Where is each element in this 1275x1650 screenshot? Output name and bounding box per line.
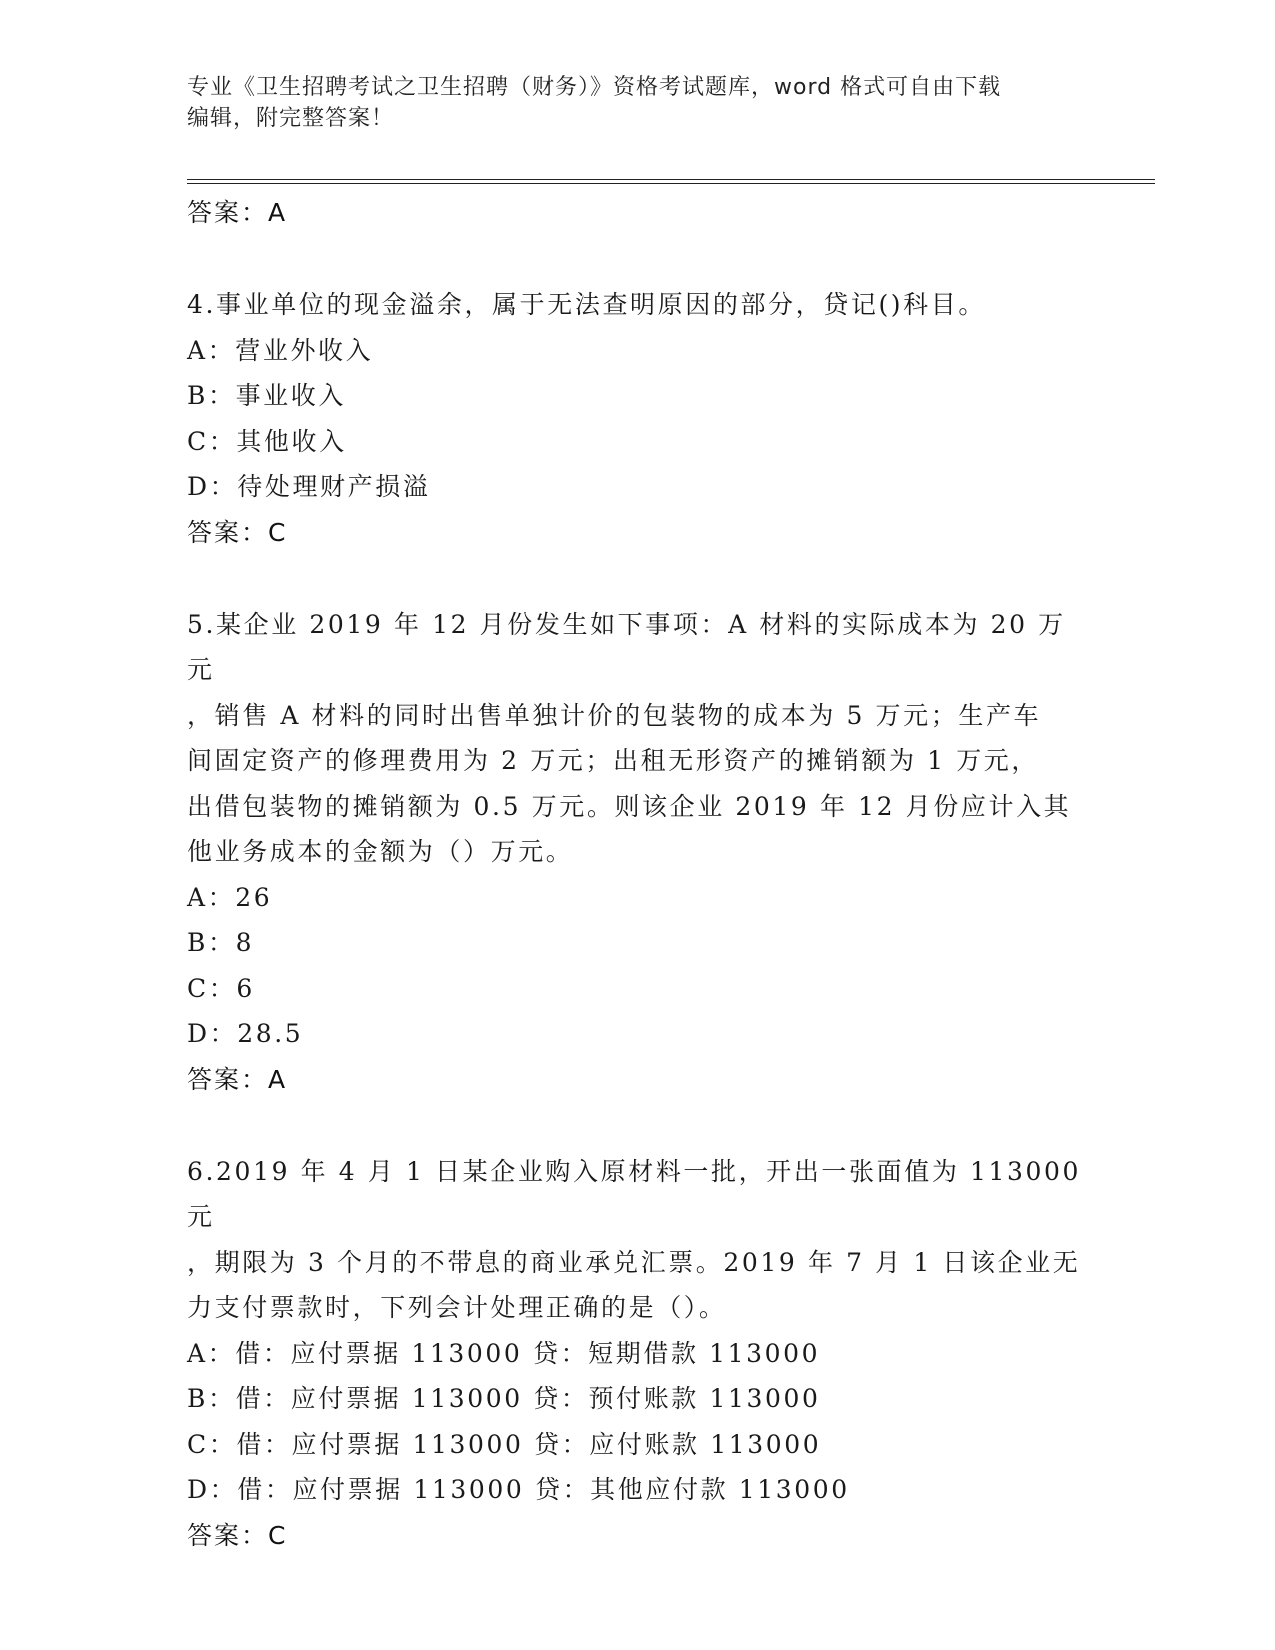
header-rule-bottom [187, 183, 1155, 184]
option-a: A：借：应付票据 113000 贷：短期借款 113000 [187, 1338, 821, 1368]
question-stem-line: 5.某企业 2019 年 12 月份发生如下事项：A 材料的实际成本为 20 万元 [187, 609, 1066, 684]
question-stem-line: 6.2019 年 4 月 1 日某企业购入原材料一批，开出一张面值为 113000 元 [187, 1156, 1082, 1231]
question-4 [187, 282, 1087, 556]
option-a: A：26 [187, 882, 273, 912]
answer: 答案：C [187, 1520, 288, 1550]
option-c: C：借：应付票据 113000 贷：应付账款 113000 [187, 1429, 822, 1459]
option-b: B：借：应付票据 113000 贷：预付账款 113000 [187, 1384, 821, 1413]
question-stem-line: 力支付票款时，下列会计处理正确的是（）。 [187, 1293, 727, 1322]
option-d: D：待处理财产损溢 [187, 472, 431, 501]
question-list [187, 190, 1087, 1559]
answer: 答案：C [187, 517, 288, 547]
question-stem: 4.事业单位的现金溢余，属于无法查明原因的部分，贷记()科目。 [187, 290, 986, 319]
option-c: C：其他收入 [187, 426, 347, 456]
option-c: C：6 [187, 973, 255, 1003]
spacer [187, 236, 1087, 282]
header-line-1: 专业《卫生招聘考试之卫生招聘（财务）》资格考试题库，word 格式可自由下载 [187, 75, 1002, 100]
question-stem-line: 他业务成本的金额为（）万元。 [187, 837, 574, 866]
answer-previous-question: 答案：A [187, 198, 288, 227]
question-stem-line: ，期限为 3 个月的不带息的商业承兑汇票。2019 年 7 月 1 日该企业无 [187, 1247, 1081, 1277]
header-rule-top [187, 179, 1155, 180]
question-stem-line: 间固定资产的修理费用为 2 万元；出租无形资产的摊销额为 1 万元， [187, 746, 1040, 775]
question-5 [187, 602, 1087, 1103]
spacer [187, 556, 1087, 602]
option-d: D：借：应付票据 113000 贷：其他应付款 113000 [187, 1475, 850, 1504]
header-line-2: 编辑，附完整答案！ [187, 106, 395, 131]
answer: 答案：A [187, 1064, 288, 1094]
question-stem-line: 出借包装物的摊销额为 0.5 万元。则该企业 2019 年 12 月份应计入其 [187, 791, 1072, 821]
page-header [187, 72, 1087, 134]
spacer [187, 1103, 1087, 1149]
option-d: D：28.5 [187, 1019, 304, 1048]
question-6 [187, 1149, 1087, 1559]
question-stem-line: ，销售 A 材料的同时出售单独计价的包装物的成本为 5 万元；生产车 [187, 700, 1042, 730]
option-b: B：事业收入 [187, 381, 346, 410]
option-a: A：营业外收入 [187, 335, 374, 365]
option-b: B：8 [187, 928, 255, 957]
